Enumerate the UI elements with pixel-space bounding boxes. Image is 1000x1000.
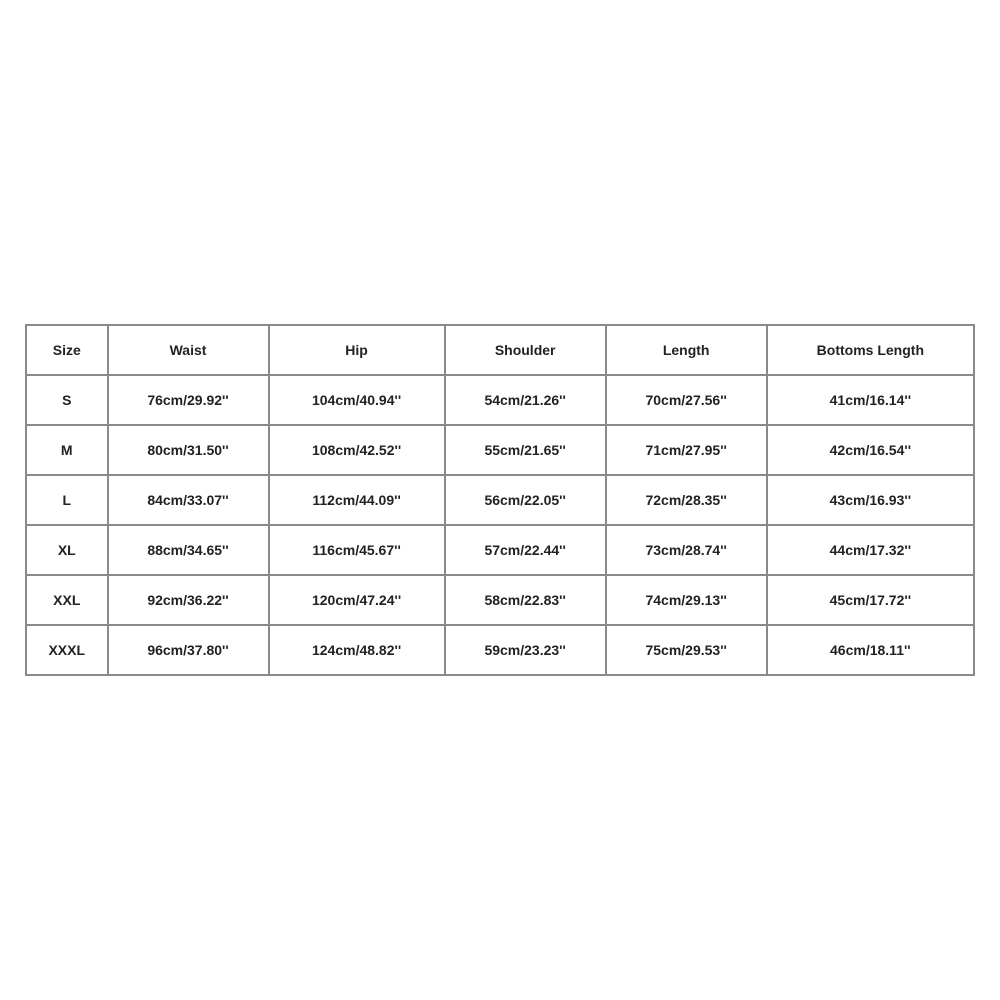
cell-shoulder: 54cm/21.26'' (445, 375, 606, 425)
cell-hip: 112cm/44.09'' (269, 475, 445, 525)
table-row (26, 375, 974, 425)
cell-bottoms-length: 46cm/18.11'' (767, 625, 974, 675)
header-hip: Hip (269, 325, 445, 375)
cell-shoulder: 59cm/23.23'' (445, 625, 606, 675)
cell-length: 74cm/29.13'' (606, 575, 767, 625)
cell-size: M (26, 425, 108, 475)
header-shoulder: Shoulder (445, 325, 606, 375)
cell-size: XXXL (26, 625, 108, 675)
cell-shoulder: 55cm/21.65'' (445, 425, 606, 475)
cell-length: 73cm/28.74'' (606, 525, 767, 575)
cell-size: L (26, 475, 108, 525)
cell-waist: 96cm/37.80'' (108, 625, 269, 675)
cell-bottoms-length: 43cm/16.93'' (767, 475, 974, 525)
cell-length: 75cm/29.53'' (606, 625, 767, 675)
cell-hip: 116cm/45.67'' (269, 525, 445, 575)
header-size: Size (26, 325, 108, 375)
cell-size: XL (26, 525, 108, 575)
header-bottoms-length: Bottoms Length (767, 325, 974, 375)
cell-length: 70cm/27.56'' (606, 375, 767, 425)
cell-hip: 104cm/40.94'' (269, 375, 445, 425)
cell-waist: 92cm/36.22'' (108, 575, 269, 625)
cell-hip: 108cm/42.52'' (269, 425, 445, 475)
header-length: Length (606, 325, 767, 375)
cell-hip: 124cm/48.82'' (269, 625, 445, 675)
cell-size: S (26, 375, 108, 425)
cell-shoulder: 56cm/22.05'' (445, 475, 606, 525)
header-row (26, 325, 974, 375)
cell-shoulder: 58cm/22.83'' (445, 575, 606, 625)
header-waist: Waist (108, 325, 269, 375)
cell-waist: 76cm/29.92'' (108, 375, 269, 425)
table-row (26, 575, 974, 625)
cell-length: 72cm/28.35'' (606, 475, 767, 525)
cell-bottoms-length: 45cm/17.72'' (767, 575, 974, 625)
table-row (26, 475, 974, 525)
cell-hip: 120cm/47.24'' (269, 575, 445, 625)
size-chart-table (25, 324, 975, 676)
cell-bottoms-length: 41cm/16.14'' (767, 375, 974, 425)
cell-size: XXL (26, 575, 108, 625)
cell-waist: 80cm/31.50'' (108, 425, 269, 475)
table-row (26, 525, 974, 575)
table-row (26, 625, 974, 675)
cell-shoulder: 57cm/22.44'' (445, 525, 606, 575)
cell-waist: 88cm/34.65'' (108, 525, 269, 575)
cell-waist: 84cm/33.07'' (108, 475, 269, 525)
table-row (26, 425, 974, 475)
cell-bottoms-length: 44cm/17.32'' (767, 525, 974, 575)
cell-length: 71cm/27.95'' (606, 425, 767, 475)
cell-bottoms-length: 42cm/16.54'' (767, 425, 974, 475)
